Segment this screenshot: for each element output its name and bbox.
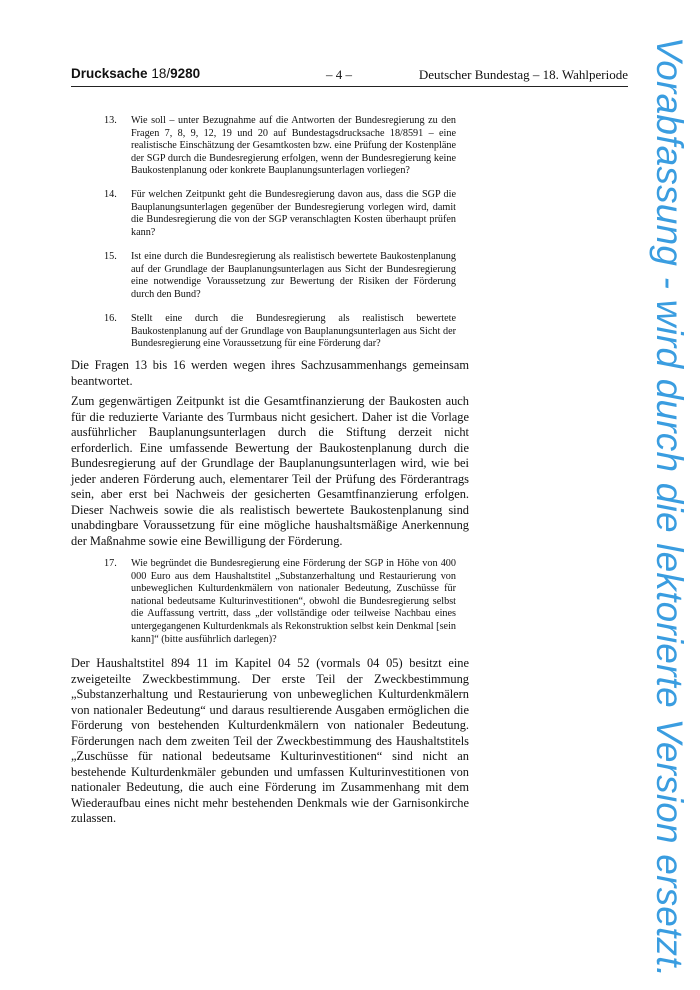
answer-paragraph: Der Haushaltstitel 894 11 im Kapitel 04 52 (vormals 04 05) besitzt eine zweigeteilte Zweckbestimmung. Der erste Teil der Zweckbestimmung „Substanzerhaltung und Restaurierung von unbeweglichen Kulturdenkmälern von nationaler Bedeutung“ und daraus resultierende Ausgaben ermöglichen die Förderung von bestehenden Kulturdenkmälern von nationaler Bedeutung. Förderungen nach dem zweiten Teil der Zweckbestimmung des Haushaltstitels „Zuschüsse für national bedeutsame Kulturinvestitionen“ sind nicht an bestehende Kulturdenkmäler gebunden und umfassen Kulturinvestitionen von nationaler Bedeutung, die auch eine Förderung im Zusammenhang mit dem Wiederaufbau eines nicht mehr bestehenden Denkmals wie der Garnisonkirche zulassen. (71, 656, 469, 825)
question-16 (104, 313, 456, 351)
draft-watermark (644, 36, 694, 978)
question-text: Wie soll – unter Bezugnahme auf die Antworten der Bundesregierung zu den Fragen 7, 8, 9, 12, 19 und 20 auf Bundestagsdrucksache 18/8591 – eine realistische Einschätzung der Gesamtkosten bzw. eine Prüfung der Kostenpläne der SGP durch die Bundesregierung erfolgen, wenn der Bundesregierung keine Baukostenplanung oder konkrete Bauplanungsunterlagen vorliegen? (131, 115, 456, 177)
question-text: Wie begründet die Bundesregierung eine Förderung der SGP in Höhe von 400 000 Euro aus dem Haushaltstitel „Substanzerhaltung und Restaurierung von unbeweglichen Kulturdenkmälern von nationaler Bedeutung, Zuschüsse für national bedeutsame Kulturinvestitionen“, obwohl die Bundesregierung selbst die Auffassung vertritt, dass „der vollständige oder teilweise Nachbau eines untergegangenen Kulturdenkmals als Rekonstruktion selbst kein Denkmal [sein kann]“ (bitte ausführlich darlegen)? (131, 558, 456, 645)
question-text: Stellt eine durch die Bundesregierung als realistisch bewertete Baukostenplanung auf der Grundlage von Bauplanungsunterlagen aus Sicht der Bundesregierung eine Voraussetzung für eine Förderung dar? (131, 313, 456, 350)
question-number: 13. (104, 115, 117, 126)
question-number: 15. (104, 251, 117, 262)
question-15 (104, 251, 456, 301)
question-text: Für welchen Zeitpunkt geht die Bundesregierung davon aus, dass die SGP die Bauplanungsunterlagen gegenüber der Bundesregierung vorlegen wird, damit die Bundesregierung die von der SGP veranschlagten Kosten überhaupt prüfen kann? (131, 189, 456, 238)
page-header (71, 66, 628, 87)
question-number: 17. (104, 558, 117, 569)
question-14 (104, 189, 456, 239)
watermark-text: Vorabfassung - wird durch die lektorierte Version ersetzt. (649, 36, 691, 978)
question-number: 16. (104, 313, 117, 324)
question-17 (104, 558, 456, 646)
answer-paragraph: Zum gegenwärtigen Zeitpunkt ist die Gesamtfinanzierung der Baukosten auch für die reduzierte Variante des Turmbaus nicht gesichert. Daher ist die Vorlage ausführlicher Bauplanungsunterlagen durch die Stiftung derzeit nicht erforderlich. Eine umfassende Bewertung der Baukostenplanung durch die Bundesregierung auf der Grundlage der Bauplanungsunterlagen wird, wie bei jeder anderen Förderung auch, elementarer Teil der Prüfung des Förderantrags sein, aber erst bei Nachweis der gesicherten Gesamtfinanzierung erfolgen. Dieser Nachweis sowie die als realistisch bewertete Baukostenplanung sind unabdingbare Voraussetzung für eine mögliche haushaltsmäßige Anerkennung der Maßnahme sowie eine Bewilligung der Förderung. (71, 394, 469, 548)
document-number: Drucksache 18/9280 (71, 66, 201, 81)
publisher-label: Deutscher Bundestag – 18. Wahlperiode (418, 67, 628, 82)
page-number: – 4 – (326, 67, 352, 82)
question-number: 14. (104, 189, 117, 200)
question-text: Ist eine durch die Bundesregierung als realistisch bewertete Baukostenplanung auf der Grundlage der Bauplanungsunterlagen aus Sicht der Bundesregierung eine notwendige Voraussetzung zur Bewertung der Risiken der Förderung durch den Bund? (131, 251, 456, 300)
answer-paragraph: Die Fragen 13 bis 16 werden wegen ihres Sachzusammenhangs gemeinsam beantwortet. (71, 358, 469, 388)
question-13 (104, 115, 456, 178)
